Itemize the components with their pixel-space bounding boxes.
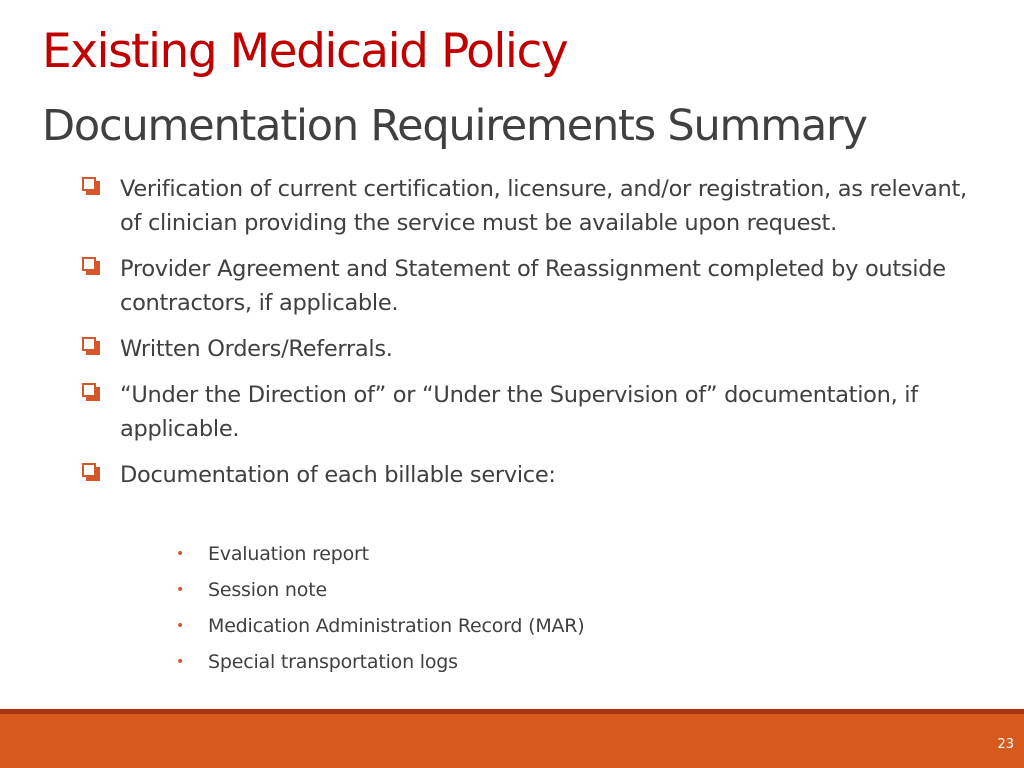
- sub-list-item: [176, 536, 585, 572]
- list-item-text: Documentation of each billable service:: [120, 462, 556, 488]
- sub-list-item: [176, 572, 585, 608]
- sub-list-item-text: Session note: [208, 579, 327, 601]
- dot-bullet-icon: •: [176, 618, 185, 634]
- list-item: [82, 252, 982, 320]
- list-item-text: Written Orders/Referrals.: [120, 336, 393, 362]
- sub-list-item-text: Medication Administration Record (MAR): [208, 615, 585, 637]
- list-item: [82, 378, 982, 446]
- checkbox-bullet-icon: [82, 383, 104, 405]
- sub-bullet-list: [176, 536, 585, 680]
- bullet-list: [82, 172, 982, 504]
- checkbox-bullet-icon: [82, 463, 104, 485]
- list-item: [82, 332, 982, 366]
- page-number: 23: [997, 737, 1014, 752]
- dot-bullet-icon: •: [176, 582, 185, 598]
- list-item-text: Provider Agreement and Statement of Reassignment completed by outside contractors, if applicable.: [120, 256, 946, 316]
- sub-list-item: [176, 608, 585, 644]
- list-item-text: “Under the Direction of” or “Under the Supervision of” documentation, if applicable.: [120, 382, 918, 442]
- dot-bullet-icon: •: [176, 654, 185, 670]
- sub-list-item: [176, 644, 585, 680]
- checkbox-bullet-icon: [82, 337, 104, 359]
- list-item: [82, 172, 982, 240]
- checkbox-bullet-icon: [82, 177, 104, 199]
- sub-list-item-text: Special transportation logs: [208, 651, 458, 673]
- list-item-text: Verification of current certification, licensure, and/or registration, as relevant, of clinician providing the service must be available upon request.: [120, 176, 967, 236]
- slide-title: Existing Medicaid Policy: [42, 24, 568, 79]
- slide-subtitle: Documentation Requirements Summary: [42, 101, 867, 151]
- dot-bullet-icon: •: [176, 546, 185, 562]
- sub-list-item-text: Evaluation report: [208, 543, 369, 565]
- list-item: [82, 458, 982, 492]
- checkbox-bullet-icon: [82, 257, 104, 279]
- footer-bar: [0, 714, 1024, 768]
